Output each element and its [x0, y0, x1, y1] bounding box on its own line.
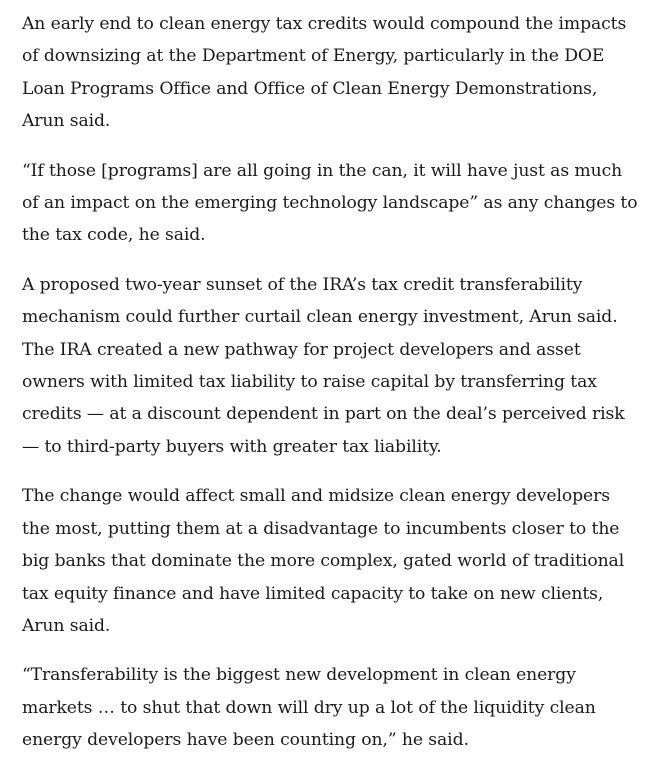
paragraph-small-developers: The change would affect small and midsize clean energy developers the most, putting them at a disadvantage to incumbents closer to the big banks that dominate the more complex, gated world of traditional tax equity finance and have limited capacity to take on new clients, Arun said. — [22, 486, 625, 636]
paragraph-transferability-sunset: A proposed two-year sunset of the IRA’s tax credit transferability mechanism could further curtail clean energy investment, Arun said. The IRA created a new pathway for project developers and asset owners with limited tax liability to raise capital by transferring tax credits — at a discount dependent in part on the deal’s perceived risk — to third-party buyers with greater tax liability. — [22, 274, 625, 457]
paragraph-transferability-quote: “Transferability is the biggest new development in clean energy markets … to shut that down will dry up a lot of the liquidity clean energy developers have been counting on,” he said. — [22, 665, 596, 751]
paragraph-programs-quote: “If those [programs] are all going in the can, it will have just as much of an impact on the emerging technology landscape” as any changes to the tax code, he said. — [22, 160, 638, 246]
paragraph-doe-downsizing: An early end to clean energy tax credits would compound the impacts of downsizing at the Department of Energy, particularly in the DOE Loan Programs Office and Office of Clean Energy Demonstrations, Arun said. — [22, 14, 627, 132]
